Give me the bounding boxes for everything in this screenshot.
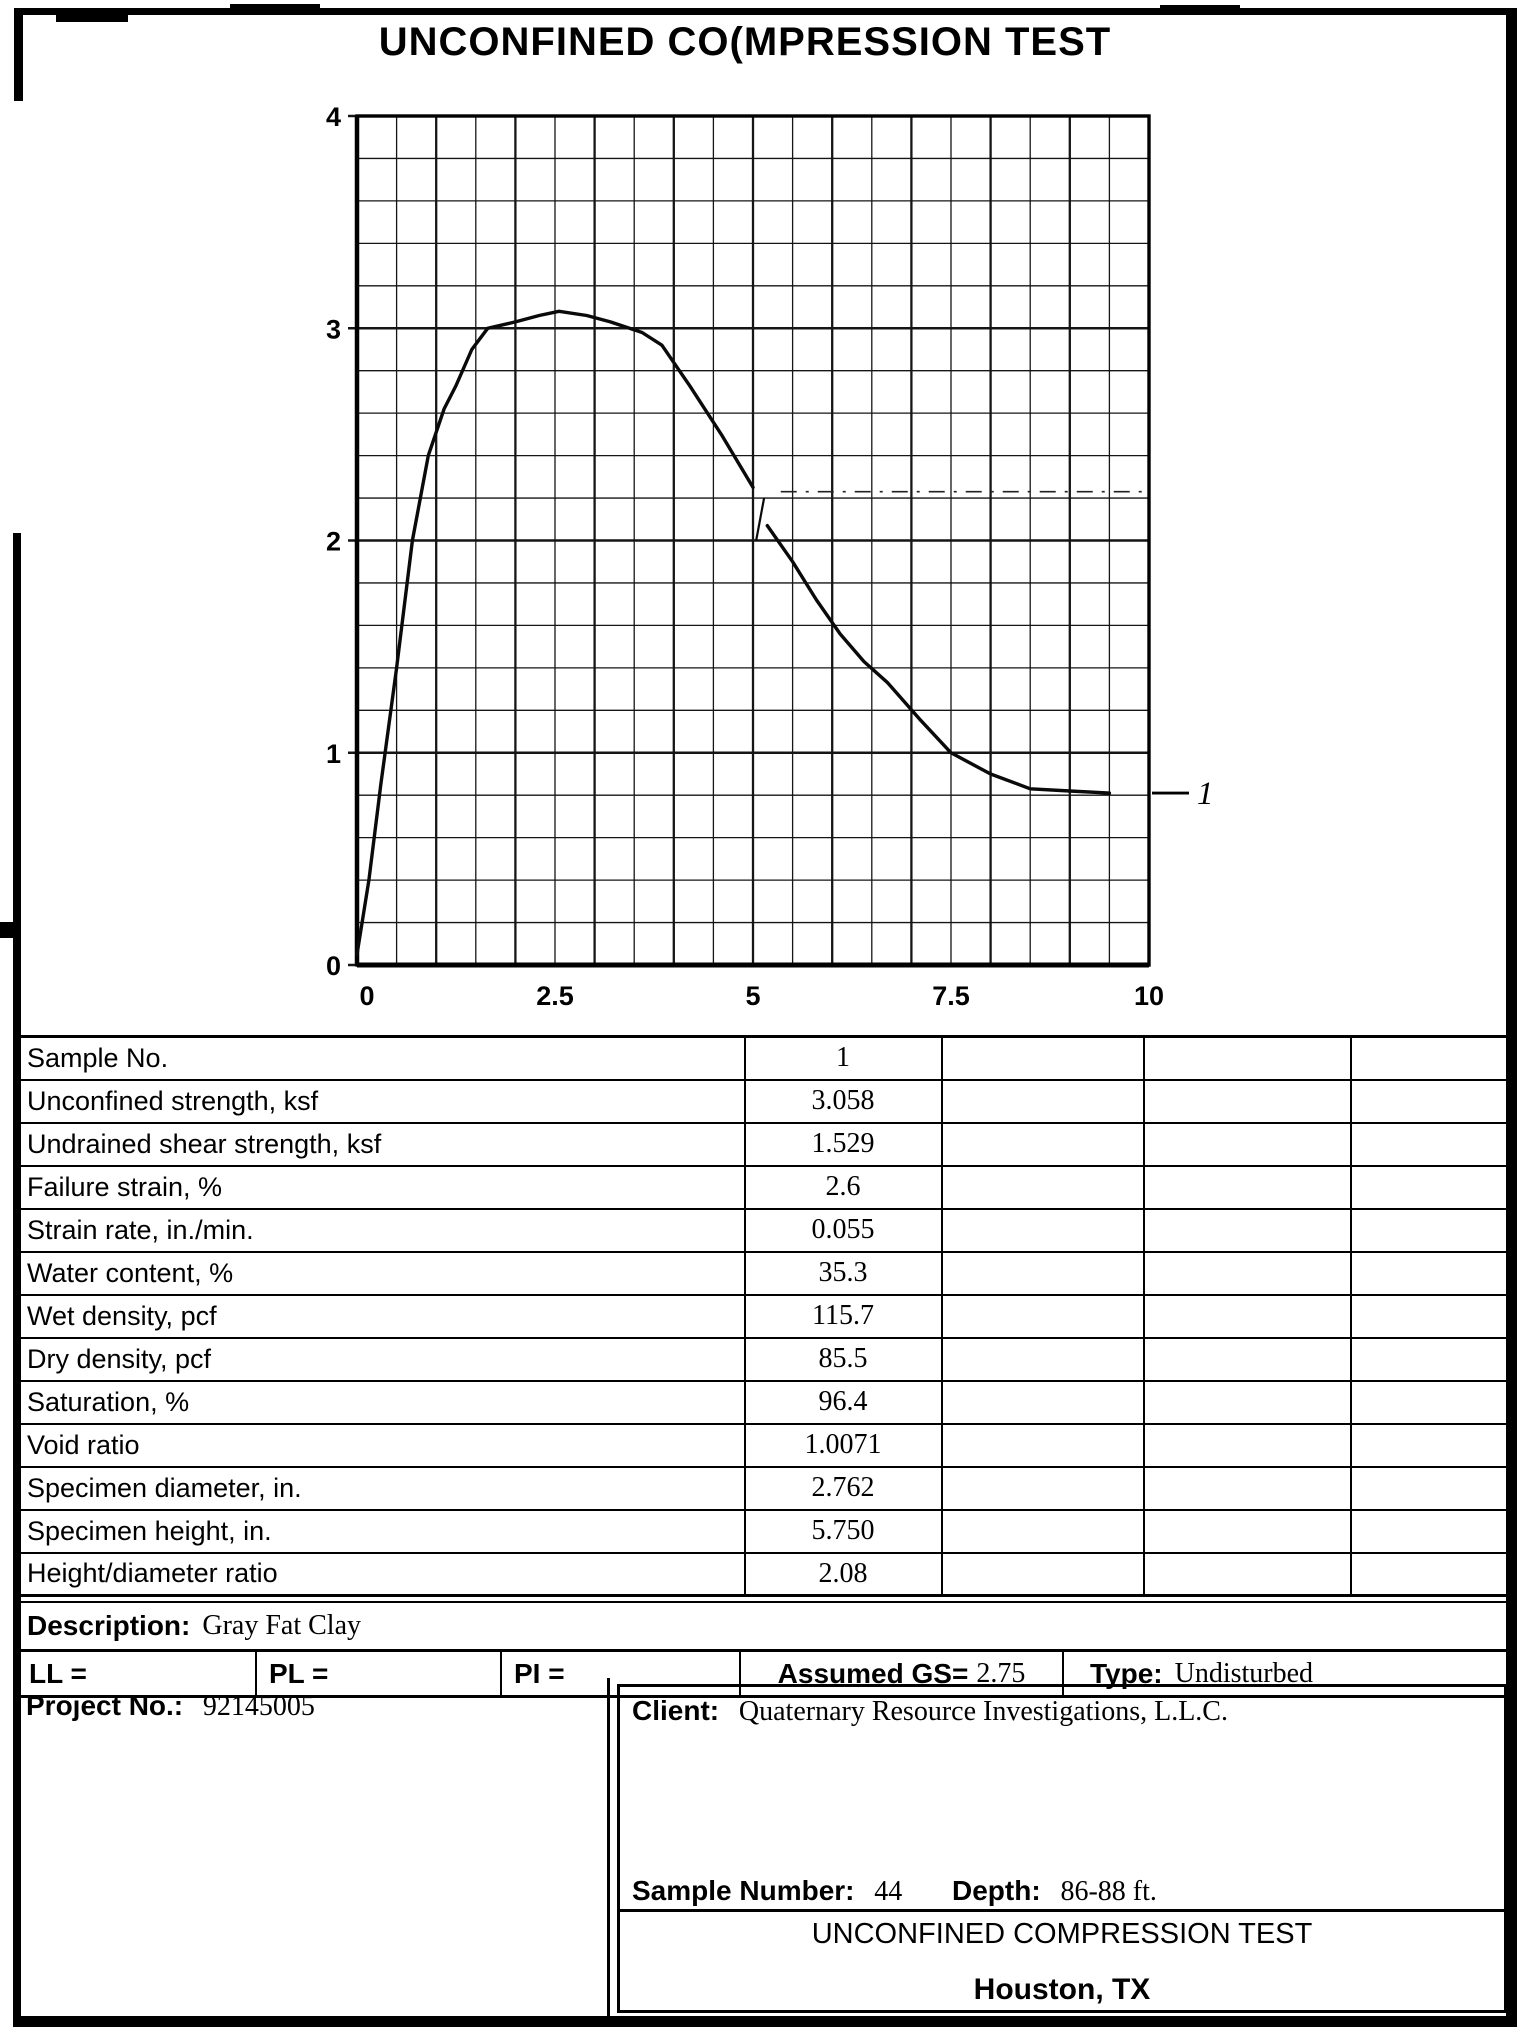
row-empty-cell <box>1351 1037 1515 1080</box>
row-value: 5.750 <box>745 1510 942 1553</box>
type-label: Type: <box>1090 1657 1163 1689</box>
row-empty-cell <box>1144 1080 1351 1123</box>
row-value: 3.058 <box>745 1080 942 1123</box>
row-empty-cell <box>942 1424 1144 1467</box>
row-empty-cell <box>942 1252 1144 1295</box>
y-tick-label: 0 <box>325 951 341 981</box>
description-row <box>14 1601 1513 1652</box>
row-value: 1.0071 <box>745 1424 942 1467</box>
project-number <box>26 1690 315 1723</box>
x-tick-label: 5 <box>745 981 761 1011</box>
row-label: Sample No. <box>16 1037 745 1080</box>
table-row <box>16 1381 1515 1424</box>
sample-depth-row <box>632 1875 1157 1908</box>
row-empty-cell <box>1351 1209 1515 1252</box>
row-value: 96.4 <box>745 1381 942 1424</box>
client-box <box>617 1684 1507 2013</box>
sample-number-label: Sample Number: <box>632 1875 855 1906</box>
scan-artifact <box>0 922 16 938</box>
row-empty-cell <box>1144 1338 1351 1381</box>
row-value: 85.5 <box>745 1338 942 1381</box>
row-label: Failure strain, % <box>16 1166 745 1209</box>
description-value: Gray Fat Clay <box>202 1610 361 1641</box>
row-label: Water content, % <box>16 1252 745 1295</box>
row-label: Strain rate, in./min. <box>16 1209 745 1252</box>
footer-divider-line <box>607 1678 610 2016</box>
row-label: Saturation, % <box>16 1381 745 1424</box>
row-empty-cell <box>1144 1037 1351 1080</box>
sample-number-value: 44 <box>874 1876 903 1907</box>
pl-label: PL = <box>269 1657 329 1689</box>
row-value: 2.08 <box>745 1553 942 1596</box>
row-empty-cell <box>942 1166 1144 1209</box>
x-tick-label: 10 <box>1133 981 1165 1011</box>
row-empty-cell <box>1351 1510 1515 1553</box>
row-value: 0.055 <box>745 1209 942 1252</box>
row-empty-cell <box>1144 1467 1351 1510</box>
table-row <box>16 1209 1515 1252</box>
row-empty-cell <box>942 1080 1144 1123</box>
type-value: Undisturbed <box>1174 1657 1314 1689</box>
row-value: 1 <box>745 1037 942 1080</box>
row-empty-cell <box>1351 1123 1515 1166</box>
table-row <box>16 1338 1515 1381</box>
row-label: Wet density, pcf <box>16 1295 745 1338</box>
project-value: 92145005 <box>202 1691 315 1722</box>
assumed-gs-value: 2.75 <box>976 1657 1026 1689</box>
row-label: Void ratio <box>16 1424 745 1467</box>
row-label: Dry density, pcf <box>16 1338 745 1381</box>
scan-artifact <box>230 4 320 14</box>
y-tick-label: 1 <box>325 738 341 769</box>
pi-label: PI = <box>514 1657 565 1689</box>
row-empty-cell <box>942 1467 1144 1510</box>
y-tick-label: 3 <box>325 314 341 345</box>
table-row <box>16 1037 1515 1080</box>
stress-strain-chart <box>270 80 1280 1020</box>
row-label: Unconfined strength, ksf <box>16 1080 745 1123</box>
y-tick-label: 4 <box>325 102 341 132</box>
client-label: Client: <box>632 1695 720 1726</box>
row-label: Specimen height, in. <box>16 1510 745 1553</box>
row-empty-cell <box>1351 1467 1515 1510</box>
series-end-label: 1 <box>1197 776 1214 813</box>
row-empty-cell <box>1351 1424 1515 1467</box>
row-empty-cell <box>1144 1381 1351 1424</box>
row-empty-cell <box>1351 1338 1515 1381</box>
row-empty-cell <box>1144 1295 1351 1338</box>
client-value: Quaternary Resource Investigations, L.L.C. <box>738 1696 1228 1727</box>
row-value: 115.7 <box>745 1295 942 1338</box>
client-line <box>632 1695 1228 1728</box>
row-empty-cell <box>1144 1166 1351 1209</box>
y-tick-label: 2 <box>325 526 341 557</box>
table-row <box>16 1467 1515 1510</box>
row-value: 2.6 <box>745 1166 942 1209</box>
table-row <box>16 1510 1515 1553</box>
row-empty-cell <box>1351 1381 1515 1424</box>
description-label: Description: <box>27 1610 191 1641</box>
row-empty-cell <box>1351 1252 1515 1295</box>
row-empty-cell <box>1144 1553 1351 1596</box>
table-row <box>16 1252 1515 1295</box>
row-value: 35.3 <box>745 1252 942 1295</box>
row-empty-cell <box>1351 1553 1515 1596</box>
row-empty-cell <box>942 1295 1144 1338</box>
table-row <box>16 1166 1515 1209</box>
table-row <box>16 1424 1515 1467</box>
title-block <box>620 1909 1504 2010</box>
row-empty-cell <box>1351 1295 1515 1338</box>
row-empty-cell <box>1144 1252 1351 1295</box>
row-empty-cell <box>1144 1424 1351 1467</box>
project-label: Project No.: <box>26 1690 184 1721</box>
row-empty-cell <box>942 1553 1144 1596</box>
depth-value: 86-88 ft. <box>1060 1876 1157 1907</box>
row-empty-cell <box>942 1381 1144 1424</box>
scan-artifact <box>1160 5 1240 14</box>
row-empty-cell <box>1144 1510 1351 1553</box>
title-block-location: Houston, TX <box>973 1973 1151 2006</box>
row-empty-cell <box>942 1037 1144 1080</box>
row-empty-cell <box>1144 1123 1351 1166</box>
row-label: Undrained shear strength, ksf <box>16 1123 745 1166</box>
table-row <box>16 1553 1515 1596</box>
ll-label: LL = <box>29 1657 87 1689</box>
table-row <box>16 1080 1515 1123</box>
table-row <box>16 1123 1515 1166</box>
results-table <box>14 1035 1516 1597</box>
row-label: Specimen diameter, in. <box>16 1467 745 1510</box>
row-label: Height/diameter ratio <box>16 1553 745 1596</box>
row-value: 1.529 <box>745 1123 942 1166</box>
x-tick-label: 0 <box>359 981 375 1011</box>
row-empty-cell <box>942 1209 1144 1252</box>
row-empty-cell <box>942 1510 1144 1553</box>
row-empty-cell <box>1351 1166 1515 1209</box>
table-row <box>16 1295 1515 1338</box>
x-tick-label: 7.5 <box>932 981 970 1011</box>
row-empty-cell <box>942 1123 1144 1166</box>
curve-break-mark <box>756 498 764 540</box>
assumed-gs-label: Assumed GS= <box>777 1657 969 1689</box>
row-value: 2.762 <box>745 1467 942 1510</box>
page-title: UNCONFINED CO(MPRESSION TEST <box>378 20 1112 64</box>
row-empty-cell <box>1351 1080 1515 1123</box>
row-empty-cell <box>1144 1209 1351 1252</box>
title-block-test-name: UNCONFINED COMPRESSION TEST <box>811 1918 1313 1950</box>
depth-label: Depth: <box>952 1875 1041 1906</box>
scan-border-bottom <box>13 2016 1517 2027</box>
x-tick-label: 2.5 <box>536 981 574 1011</box>
footer-section <box>14 1678 1513 2016</box>
row-empty-cell <box>942 1338 1144 1381</box>
